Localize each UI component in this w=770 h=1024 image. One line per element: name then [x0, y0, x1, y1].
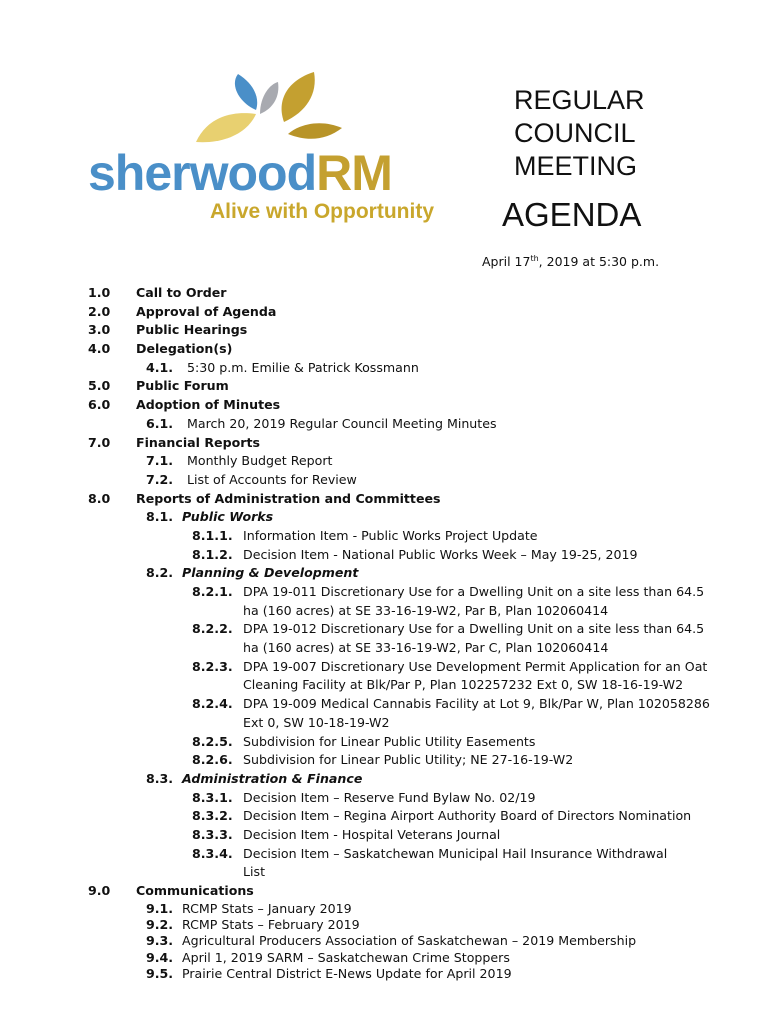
agenda-item: [0, 863, 770, 882]
agenda-item-text: 5:30 p.m. Emilie & Patrick Kossmann: [187, 359, 419, 375]
agenda-item: [0, 508, 770, 527]
agenda-item-number: 1.0: [88, 285, 111, 300]
agenda-item-text: Public Works: [182, 509, 274, 525]
agenda-item: [0, 340, 770, 359]
agenda-item: [0, 882, 770, 901]
agenda-item-text: DPA 19-007 Discretionary Use Development Permit Application for an Oat: [243, 658, 708, 674]
agenda-item: [0, 695, 770, 714]
agenda-item-text: Financial Reports: [136, 434, 260, 450]
agenda-item: [0, 826, 770, 845]
agenda-item: [0, 770, 770, 789]
agenda-item: [0, 789, 770, 808]
agenda-item-number: 8.2.2.: [192, 621, 233, 637]
agenda-item-text: Decision Item – Regina Airport Authority Board of Directors Nomination: [243, 808, 692, 824]
agenda-item-text: ha (160 acres) at SE 33-16-19-W2, Par B, Plan 102060414: [243, 602, 609, 618]
agenda-item-number: 8.3.3.: [192, 826, 233, 842]
agenda-item-number: 9.0: [88, 883, 111, 898]
agenda-item-number: 9.4.: [146, 949, 174, 965]
agenda-item-text: Decision Item - Hospital Veterans Journal: [243, 826, 501, 842]
agenda-item-number: 8.0: [88, 490, 111, 506]
agenda-item-text: Public Forum: [136, 378, 229, 394]
agenda-item-text: Communications: [136, 883, 254, 898]
agenda-item-text: RCMP Stats – February 2019: [182, 917, 360, 933]
agenda-item-text: Information Item - Public Works Project Update: [243, 527, 538, 543]
agenda-item-text: List: [243, 864, 266, 880]
agenda-item-text: Cleaning Facility at Blk/Par P, Plan 102257232 Ext 0, SW 18-16-19-W2: [243, 677, 684, 693]
meeting-title: [514, 84, 645, 183]
agenda-item-number: 9.1.: [146, 900, 174, 916]
agenda-item-number: 8.1.2.: [192, 546, 233, 562]
agenda-item-text: Decision Item – Saskatchewan Municipal Hail Insurance Withdrawal: [243, 845, 668, 861]
agenda-item: [0, 933, 770, 949]
agenda-item: [0, 620, 770, 639]
agenda-item-text: DPA 19-012 Discretionary Use for a Dwelling Unit on a site less than 64.5: [243, 621, 705, 637]
agenda-item-number: 4.0: [88, 341, 111, 357]
agenda-item-text: Decision Item – Reserve Fund Bylaw No. 02/19: [243, 789, 536, 805]
agenda-item-text: Monthly Budget Report: [187, 453, 333, 469]
agenda-item: [0, 602, 770, 621]
agenda-item-text: Decision Item - National Public Works Week – May 19-25, 2019: [243, 546, 638, 562]
agenda-item-text: Reports of Administration and Committees: [136, 490, 441, 506]
agenda-item-text: Subdivision for Linear Public Utility; NE 27-16-19-W2: [243, 752, 574, 768]
agenda-item: [0, 583, 770, 602]
agenda-item-text: DPA 19-011 Discretionary Use for a Dwelling Unit on a site less than 64.5: [243, 584, 705, 599]
agenda-item-number: 8.3.4.: [192, 845, 233, 861]
agenda-item: [0, 564, 770, 583]
agenda-item-text: Agricultural Producers Association of Saskatchewan – 2019 Membership: [182, 933, 637, 949]
title-line: MEETING: [514, 151, 638, 181]
agenda-item-number: 8.3.1.: [192, 789, 233, 805]
agenda-item-number: 8.3.: [146, 770, 174, 786]
agenda-item: [0, 917, 770, 933]
agenda-item: [0, 359, 770, 378]
title-line: REGULAR: [514, 85, 645, 115]
agenda-item-text: Adoption of Minutes: [136, 397, 281, 413]
agenda-item-number: 6.0: [88, 397, 111, 413]
agenda-item: [0, 377, 770, 396]
agenda-item-text: RCMP Stats – January 2019: [182, 900, 352, 916]
agenda-item: [0, 546, 770, 565]
agenda-item-number: 9.3.: [146, 933, 174, 949]
agenda-item-number: 8.1.1.: [192, 527, 233, 543]
agenda-item: [0, 303, 770, 322]
agenda-item-number: 8.2.3.: [192, 658, 233, 674]
sherwood-rm-logo: [88, 70, 460, 226]
agenda-item-text: List of Accounts for Review: [187, 471, 357, 487]
agenda-item: [0, 396, 770, 415]
agenda-item-text: March 20, 2019 Regular Council Meeting Minutes: [187, 415, 497, 431]
agenda-item-number: 9.5.: [146, 966, 174, 982]
agenda-item: [0, 807, 770, 826]
agenda-item-number: 7.1.: [146, 453, 174, 469]
agenda-item-number: 4.1.: [146, 359, 174, 375]
agenda-item-number: 3.0: [88, 322, 111, 338]
agenda-item-number: 6.1.: [146, 415, 174, 431]
agenda-item: [0, 845, 770, 864]
agenda-item: [0, 434, 770, 453]
agenda-item: [0, 950, 770, 966]
agenda-item-number: 8.2.4.: [192, 696, 233, 712]
agenda-item: [0, 966, 770, 982]
agenda-item-text: Ext 0, SW 10-18-19-W2: [243, 714, 390, 730]
agenda-item-number: 7.0: [88, 434, 111, 450]
agenda-item-text: DPA 19-009 Medical Cannabis Facility at Lot 9, Blk/Par W, Plan 102058286: [243, 696, 710, 712]
agenda-item-number: 5.0: [88, 378, 111, 394]
agenda-item-text: Delegation(s): [136, 341, 233, 357]
agenda-item: [0, 415, 770, 434]
agenda-list: [0, 284, 770, 983]
agenda-item-number: 8.1.: [146, 509, 174, 525]
agenda-item-text: ha (160 acres) at SE 33-16-19-W2, Par C, Plan 102060414: [243, 640, 609, 656]
agenda-item-number: 9.2.: [146, 917, 174, 933]
agenda-item-number: 8.3.2.: [192, 808, 233, 824]
agenda-item-text: Prairie Central District E-News Update for April 2019: [182, 966, 512, 982]
agenda-item-text: Administration & Finance: [182, 770, 363, 786]
agenda-item-text: Planning & Development: [182, 565, 359, 581]
agenda-item: [0, 471, 770, 490]
agenda-item: [0, 284, 770, 303]
agenda-item: [0, 751, 770, 770]
agenda-item: [0, 733, 770, 752]
agenda-item-number: 8.2.1.: [192, 584, 233, 599]
agenda-item: [0, 527, 770, 546]
agenda-item-text: Call to Order: [136, 285, 227, 300]
agenda-item: [0, 639, 770, 658]
agenda-item: [0, 452, 770, 471]
agenda-item-number: 8.2.: [146, 565, 174, 581]
agenda-item-number: 7.2.: [146, 471, 174, 487]
agenda-item: [0, 658, 770, 677]
logo-wordmark: sherwoodRM: [88, 145, 392, 201]
meeting-date: April 17th, 2019 at 5:30 p.m.: [482, 254, 660, 270]
agenda-item-number: 2.0: [88, 303, 111, 319]
agenda-item: [0, 714, 770, 733]
agenda-item: [0, 901, 770, 917]
title-line: COUNCIL: [514, 118, 636, 148]
agenda-item-text: Subdivision for Linear Public Utility Easements: [243, 733, 536, 749]
agenda-item-number: 8.2.6.: [192, 752, 233, 768]
agenda-item-number: 8.2.5.: [192, 733, 233, 749]
agenda-item-text: Approval of Agenda: [136, 303, 277, 319]
agenda-item: [0, 490, 770, 509]
agenda-item: [0, 321, 770, 340]
agenda-heading: AGENDA: [502, 196, 642, 233]
agenda-item-text: April 1, 2019 SARM – Saskatchewan Crime Stoppers: [182, 949, 510, 965]
agenda-item: [0, 676, 770, 695]
agenda-item-text: Public Hearings: [136, 322, 248, 338]
logo-tagline: Alive with Opportunity: [210, 200, 434, 223]
